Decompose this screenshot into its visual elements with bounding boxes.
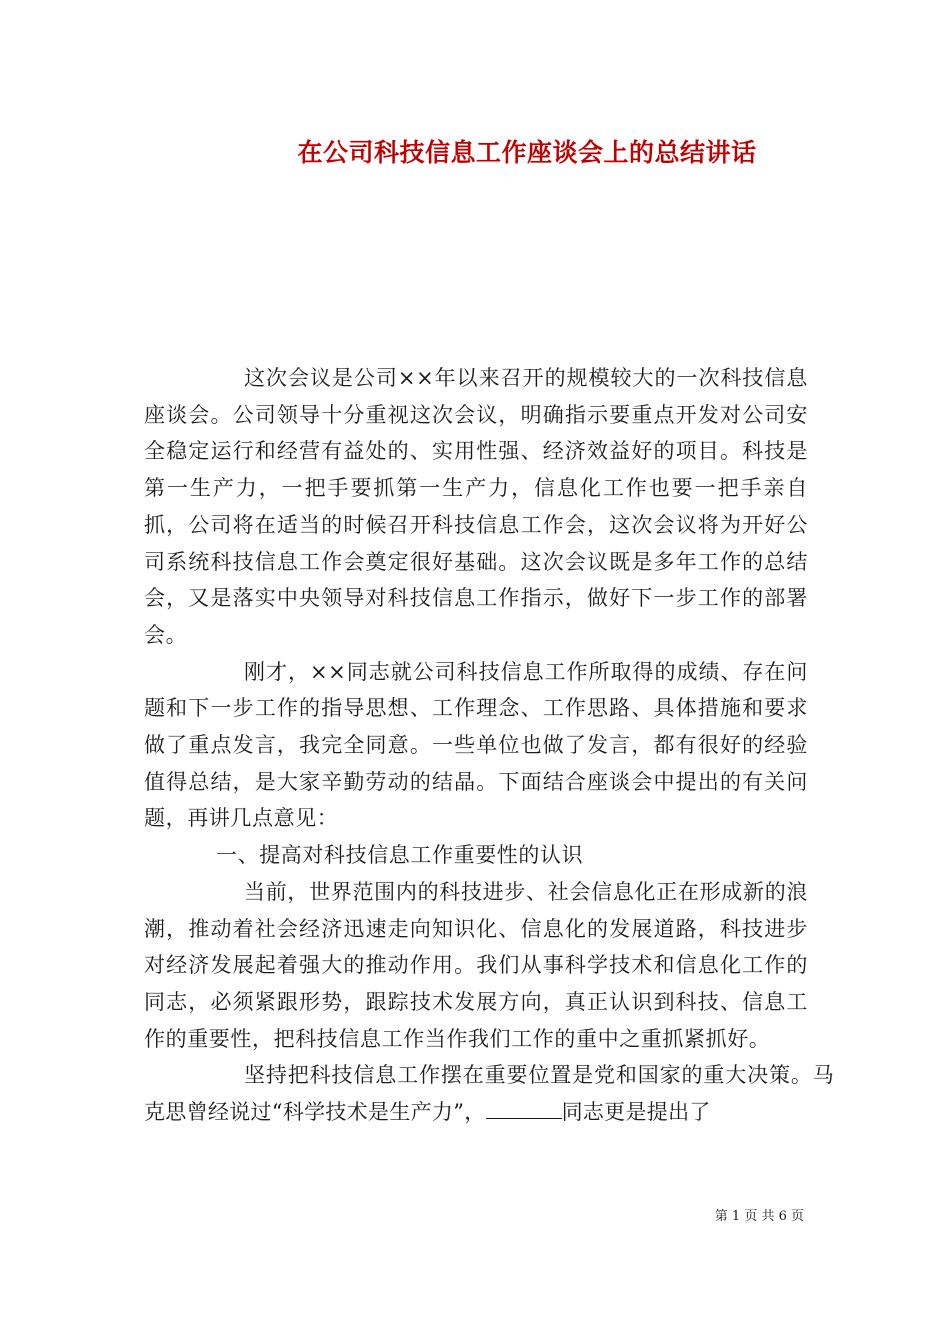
paragraph-text-start: 坚持把科技信息工作摆在重要位置是党和国家的重大决策。马克思曾经说过“科学技术是生产力”， bbox=[144, 1063, 834, 1125]
paragraph: 这次会议是公司××年以来召开的规模较大的一次科技信息座谈会。公司领导十分重视这次会议，明确指示要重点开发对公司安全稳定运行和经营有益处的、实用性强、经济效益好的项目。科技是第一生产力，一把手要抓第一生产力，信息化工作也要一把手亲自抓，公司将在适当的时候召开科技信息工作会，这次会议将为开好公司系统科技信息工作会奠定很好基础。这次会议既是多年工作的总结会，又是落实中央领导对科技信息工作指示，做好下一步工作的部署会。 bbox=[144, 366, 808, 647]
paragraph-text-end: 同志更是提出了 bbox=[561, 1100, 711, 1125]
section-heading: 一、提高对科技信息工作重要性的认识 bbox=[216, 843, 584, 868]
paragraph: 当前，世界范围内的科技进步、社会信息化正在形成新的浪潮，推动着社会经济迅速走向知识化、信息化的发展道路，科技进步对经济发展起着强大的推动作用。我们从事科学技术和信息化工作的同志，必须紧跟形势，跟踪技术发展方向，真正认识到科技、信息工作的重要性，把科技信息工作当作我们工作的重中之重抓紧抓好。 bbox=[144, 879, 808, 1051]
fill-in-blank bbox=[486, 1100, 562, 1119]
document-title: 在公司科技信息工作座谈会上的总结讲话 bbox=[297, 138, 757, 167]
paragraph bbox=[144, 1057, 834, 1130]
paragraph: 刚才，××同志就公司科技信息工作所取得的成绩、存在问题和下一步工作的指导思想、工作理念、工作思路、具体措施和要求做了重点发言，我完全同意。一些单位也做了发言，都有很好的经验值得总结，是大家辛勤劳动的结晶。下面结合座谈会中提出的有关问题，再讲几点意见： bbox=[144, 659, 808, 831]
document-body bbox=[144, 360, 834, 1131]
page-number-footer: 第 1 页 共 6 页 bbox=[714, 1209, 804, 1224]
